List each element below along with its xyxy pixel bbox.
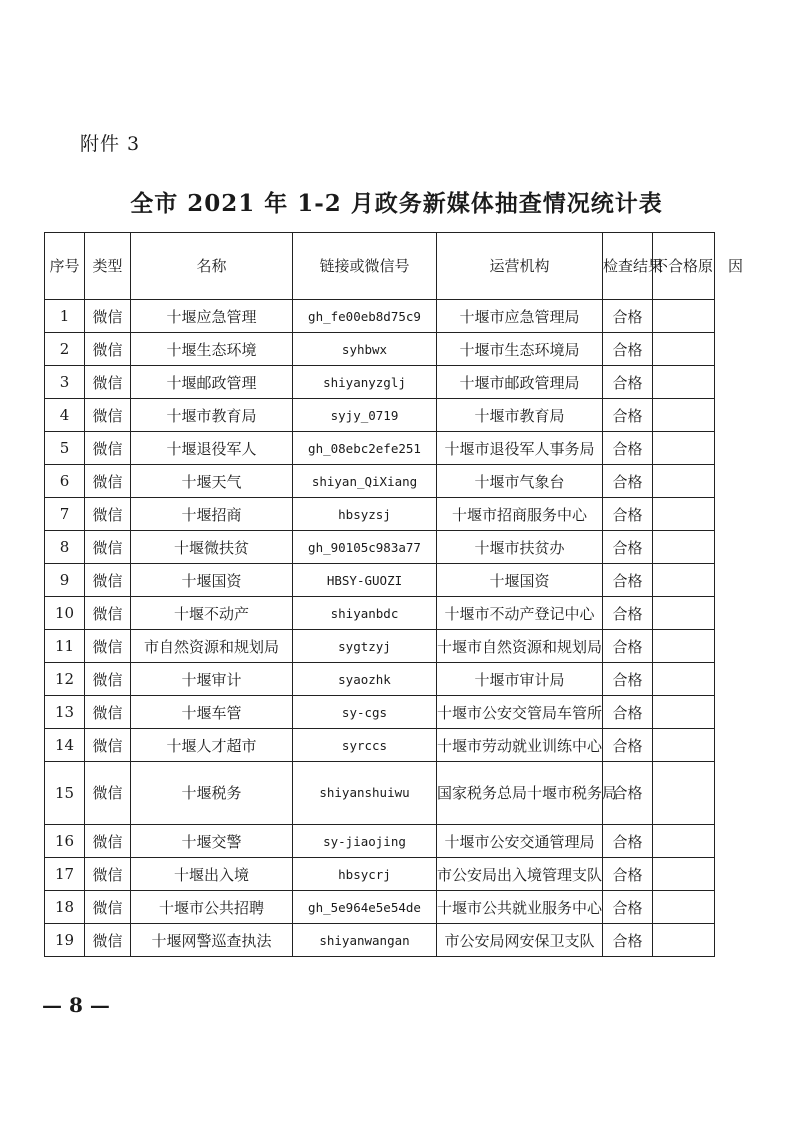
header-name: 名称: [131, 233, 293, 300]
row-type: 微信: [85, 333, 131, 366]
row-type: 微信: [85, 924, 131, 957]
row-seq: 11: [45, 630, 85, 663]
table-header-row: [45, 233, 715, 300]
row-link: shiyan_QiXiang: [293, 465, 437, 498]
row-result: 合格: [603, 366, 653, 399]
document-title: 全市 2021 年 1-2 月政务新媒体抽查情况统计表: [130, 190, 663, 217]
table-row: [45, 630, 715, 663]
row-org: 十堰市不动产登记中心: [437, 597, 603, 630]
row-org: 国家税务总局十堰市税务局: [437, 762, 603, 825]
row-org: 十堰市气象台: [437, 465, 603, 498]
row-reason: [653, 630, 715, 663]
row-seq: 4: [45, 399, 85, 432]
row-link: syhbwx: [293, 333, 437, 366]
row-name: 市自然资源和规划局: [131, 630, 293, 663]
row-result: 合格: [603, 597, 653, 630]
row-seq: 9: [45, 564, 85, 597]
row-seq: 6: [45, 465, 85, 498]
table-row: [45, 366, 715, 399]
row-seq: 7: [45, 498, 85, 531]
row-reason: [653, 858, 715, 891]
row-reason: [653, 891, 715, 924]
row-org: 十堰市公安交管局车管所: [437, 696, 603, 729]
row-name: 十堰天气: [131, 465, 293, 498]
row-org: 十堰市教育局: [437, 399, 603, 432]
row-name: 十堰微扶贫: [131, 531, 293, 564]
row-result: 合格: [603, 825, 653, 858]
row-name: 十堰交警: [131, 825, 293, 858]
header-seq: 序号: [45, 233, 85, 300]
table-row: [45, 564, 715, 597]
row-name: 十堰网警巡查执法: [131, 924, 293, 957]
table-row: [45, 465, 715, 498]
row-result: 合格: [603, 498, 653, 531]
row-name: 十堰生态环境: [131, 333, 293, 366]
row-reason: [653, 300, 715, 333]
row-result: 合格: [603, 630, 653, 663]
row-reason: [653, 924, 715, 957]
header-reason: 不合格原 因: [653, 233, 715, 300]
header-type: 类型: [85, 233, 131, 300]
row-type: 微信: [85, 891, 131, 924]
row-org: 十堰市公安交通管理局: [437, 825, 603, 858]
row-seq: 10: [45, 597, 85, 630]
row-result: 合格: [603, 432, 653, 465]
row-name: 十堰市公共招聘: [131, 891, 293, 924]
header-org: 运营机构: [437, 233, 603, 300]
row-org: 十堰国资: [437, 564, 603, 597]
row-name: 十堰出入境: [131, 858, 293, 891]
row-type: 微信: [85, 762, 131, 825]
row-org: 十堰市审计局: [437, 663, 603, 696]
row-reason: [653, 366, 715, 399]
row-org: 十堰市劳动就业训练中心: [437, 729, 603, 762]
row-result: 合格: [603, 564, 653, 597]
row-link: shiyanbdc: [293, 597, 437, 630]
attachment-label: 附件 3: [80, 133, 141, 155]
row-name: 十堰退役军人: [131, 432, 293, 465]
row-type: 微信: [85, 366, 131, 399]
row-org: 市公安局网安保卫支队: [437, 924, 603, 957]
row-type: 微信: [85, 498, 131, 531]
row-result: 合格: [603, 399, 653, 432]
row-org: 十堰市扶贫办: [437, 531, 603, 564]
row-type: 微信: [85, 432, 131, 465]
table-row: [45, 333, 715, 366]
row-name: 十堰不动产: [131, 597, 293, 630]
row-type: 微信: [85, 564, 131, 597]
row-link: gh_90105c983a77: [293, 531, 437, 564]
header-result: 检查结果: [603, 233, 653, 300]
row-seq: 16: [45, 825, 85, 858]
table-row: [45, 432, 715, 465]
table-row: [45, 531, 715, 564]
header-link: 链接或微信号: [293, 233, 437, 300]
row-result: 合格: [603, 333, 653, 366]
row-reason: [653, 564, 715, 597]
row-org: 十堰市生态环境局: [437, 333, 603, 366]
row-reason: [653, 465, 715, 498]
row-name: 十堰国资: [131, 564, 293, 597]
row-link: shiyanwangan: [293, 924, 437, 957]
row-type: 微信: [85, 531, 131, 564]
row-type: 微信: [85, 729, 131, 762]
row-result: 合格: [603, 924, 653, 957]
row-org: 十堰市邮政管理局: [437, 366, 603, 399]
row-seq: 1: [45, 300, 85, 333]
row-link: shiyanshuiwu: [293, 762, 437, 825]
row-name: 十堰车管: [131, 696, 293, 729]
table-row: [45, 729, 715, 762]
row-org: 十堰市应急管理局: [437, 300, 603, 333]
row-type: 微信: [85, 858, 131, 891]
row-link: gh_5e964e5e54de: [293, 891, 437, 924]
row-result: 合格: [603, 762, 653, 825]
row-seq: 15: [45, 762, 85, 825]
row-link: HBSY-GUOZI: [293, 564, 437, 597]
row-seq: 19: [45, 924, 85, 957]
row-org: 市公安局出入境管理支队: [437, 858, 603, 891]
row-link: syrccs: [293, 729, 437, 762]
statistics-table: [44, 232, 744, 957]
row-reason: [653, 663, 715, 696]
row-seq: 2: [45, 333, 85, 366]
row-type: 微信: [85, 300, 131, 333]
row-result: 合格: [603, 663, 653, 696]
table-row: [45, 663, 715, 696]
row-link: shiyanyzglj: [293, 366, 437, 399]
row-org: 十堰市退役军人事务局: [437, 432, 603, 465]
row-name: 十堰审计: [131, 663, 293, 696]
row-seq: 8: [45, 531, 85, 564]
row-result: 合格: [603, 729, 653, 762]
row-name: 十堰税务: [131, 762, 293, 825]
row-org: 十堰市公共就业服务中心: [437, 891, 603, 924]
row-link: hbsycrj: [293, 858, 437, 891]
row-link: syjy_0719: [293, 399, 437, 432]
row-seq: 17: [45, 858, 85, 891]
row-type: 微信: [85, 630, 131, 663]
row-result: 合格: [603, 465, 653, 498]
row-link: sy-cgs: [293, 696, 437, 729]
row-name: 十堰邮政管理: [131, 366, 293, 399]
row-reason: [653, 399, 715, 432]
row-reason: [653, 696, 715, 729]
row-seq: 3: [45, 366, 85, 399]
row-name: 十堰招商: [131, 498, 293, 531]
table-row: [45, 762, 715, 825]
table-row: [45, 300, 715, 333]
row-result: 合格: [603, 891, 653, 924]
row-org: 十堰市自然资源和规划局: [437, 630, 603, 663]
table-row: [45, 891, 715, 924]
row-link: sygtzyj: [293, 630, 437, 663]
row-name: 十堰人才超市: [131, 729, 293, 762]
page-number: — 8 —: [42, 993, 110, 1017]
table-body: [45, 300, 715, 957]
row-link: gh_08ebc2efe251: [293, 432, 437, 465]
row-type: 微信: [85, 597, 131, 630]
row-link: gh_fe00eb8d75c9: [293, 300, 437, 333]
row-reason: [653, 432, 715, 465]
table-row: [45, 825, 715, 858]
row-seq: 13: [45, 696, 85, 729]
row-reason: [653, 333, 715, 366]
table-row: [45, 858, 715, 891]
row-result: 合格: [603, 696, 653, 729]
row-reason: [653, 825, 715, 858]
row-result: 合格: [603, 531, 653, 564]
row-type: 微信: [85, 399, 131, 432]
row-result: 合格: [603, 858, 653, 891]
row-type: 微信: [85, 696, 131, 729]
table-row: [45, 696, 715, 729]
row-reason: [653, 531, 715, 564]
row-link: sy-jiaojing: [293, 825, 437, 858]
row-seq: 5: [45, 432, 85, 465]
row-result: 合格: [603, 300, 653, 333]
row-seq: 12: [45, 663, 85, 696]
row-type: 微信: [85, 663, 131, 696]
row-reason: [653, 729, 715, 762]
table-row: [45, 924, 715, 957]
row-link: syaozhk: [293, 663, 437, 696]
row-seq: 18: [45, 891, 85, 924]
row-seq: 14: [45, 729, 85, 762]
row-reason: [653, 762, 715, 825]
table-row: [45, 597, 715, 630]
row-name: 十堰市教育局: [131, 399, 293, 432]
table-row: [45, 498, 715, 531]
row-type: 微信: [85, 465, 131, 498]
row-reason: [653, 597, 715, 630]
row-name: 十堰应急管理: [131, 300, 293, 333]
row-type: 微信: [85, 825, 131, 858]
row-link: hbsyzsj: [293, 498, 437, 531]
row-reason: [653, 498, 715, 531]
table-row: [45, 399, 715, 432]
row-org: 十堰市招商服务中心: [437, 498, 603, 531]
